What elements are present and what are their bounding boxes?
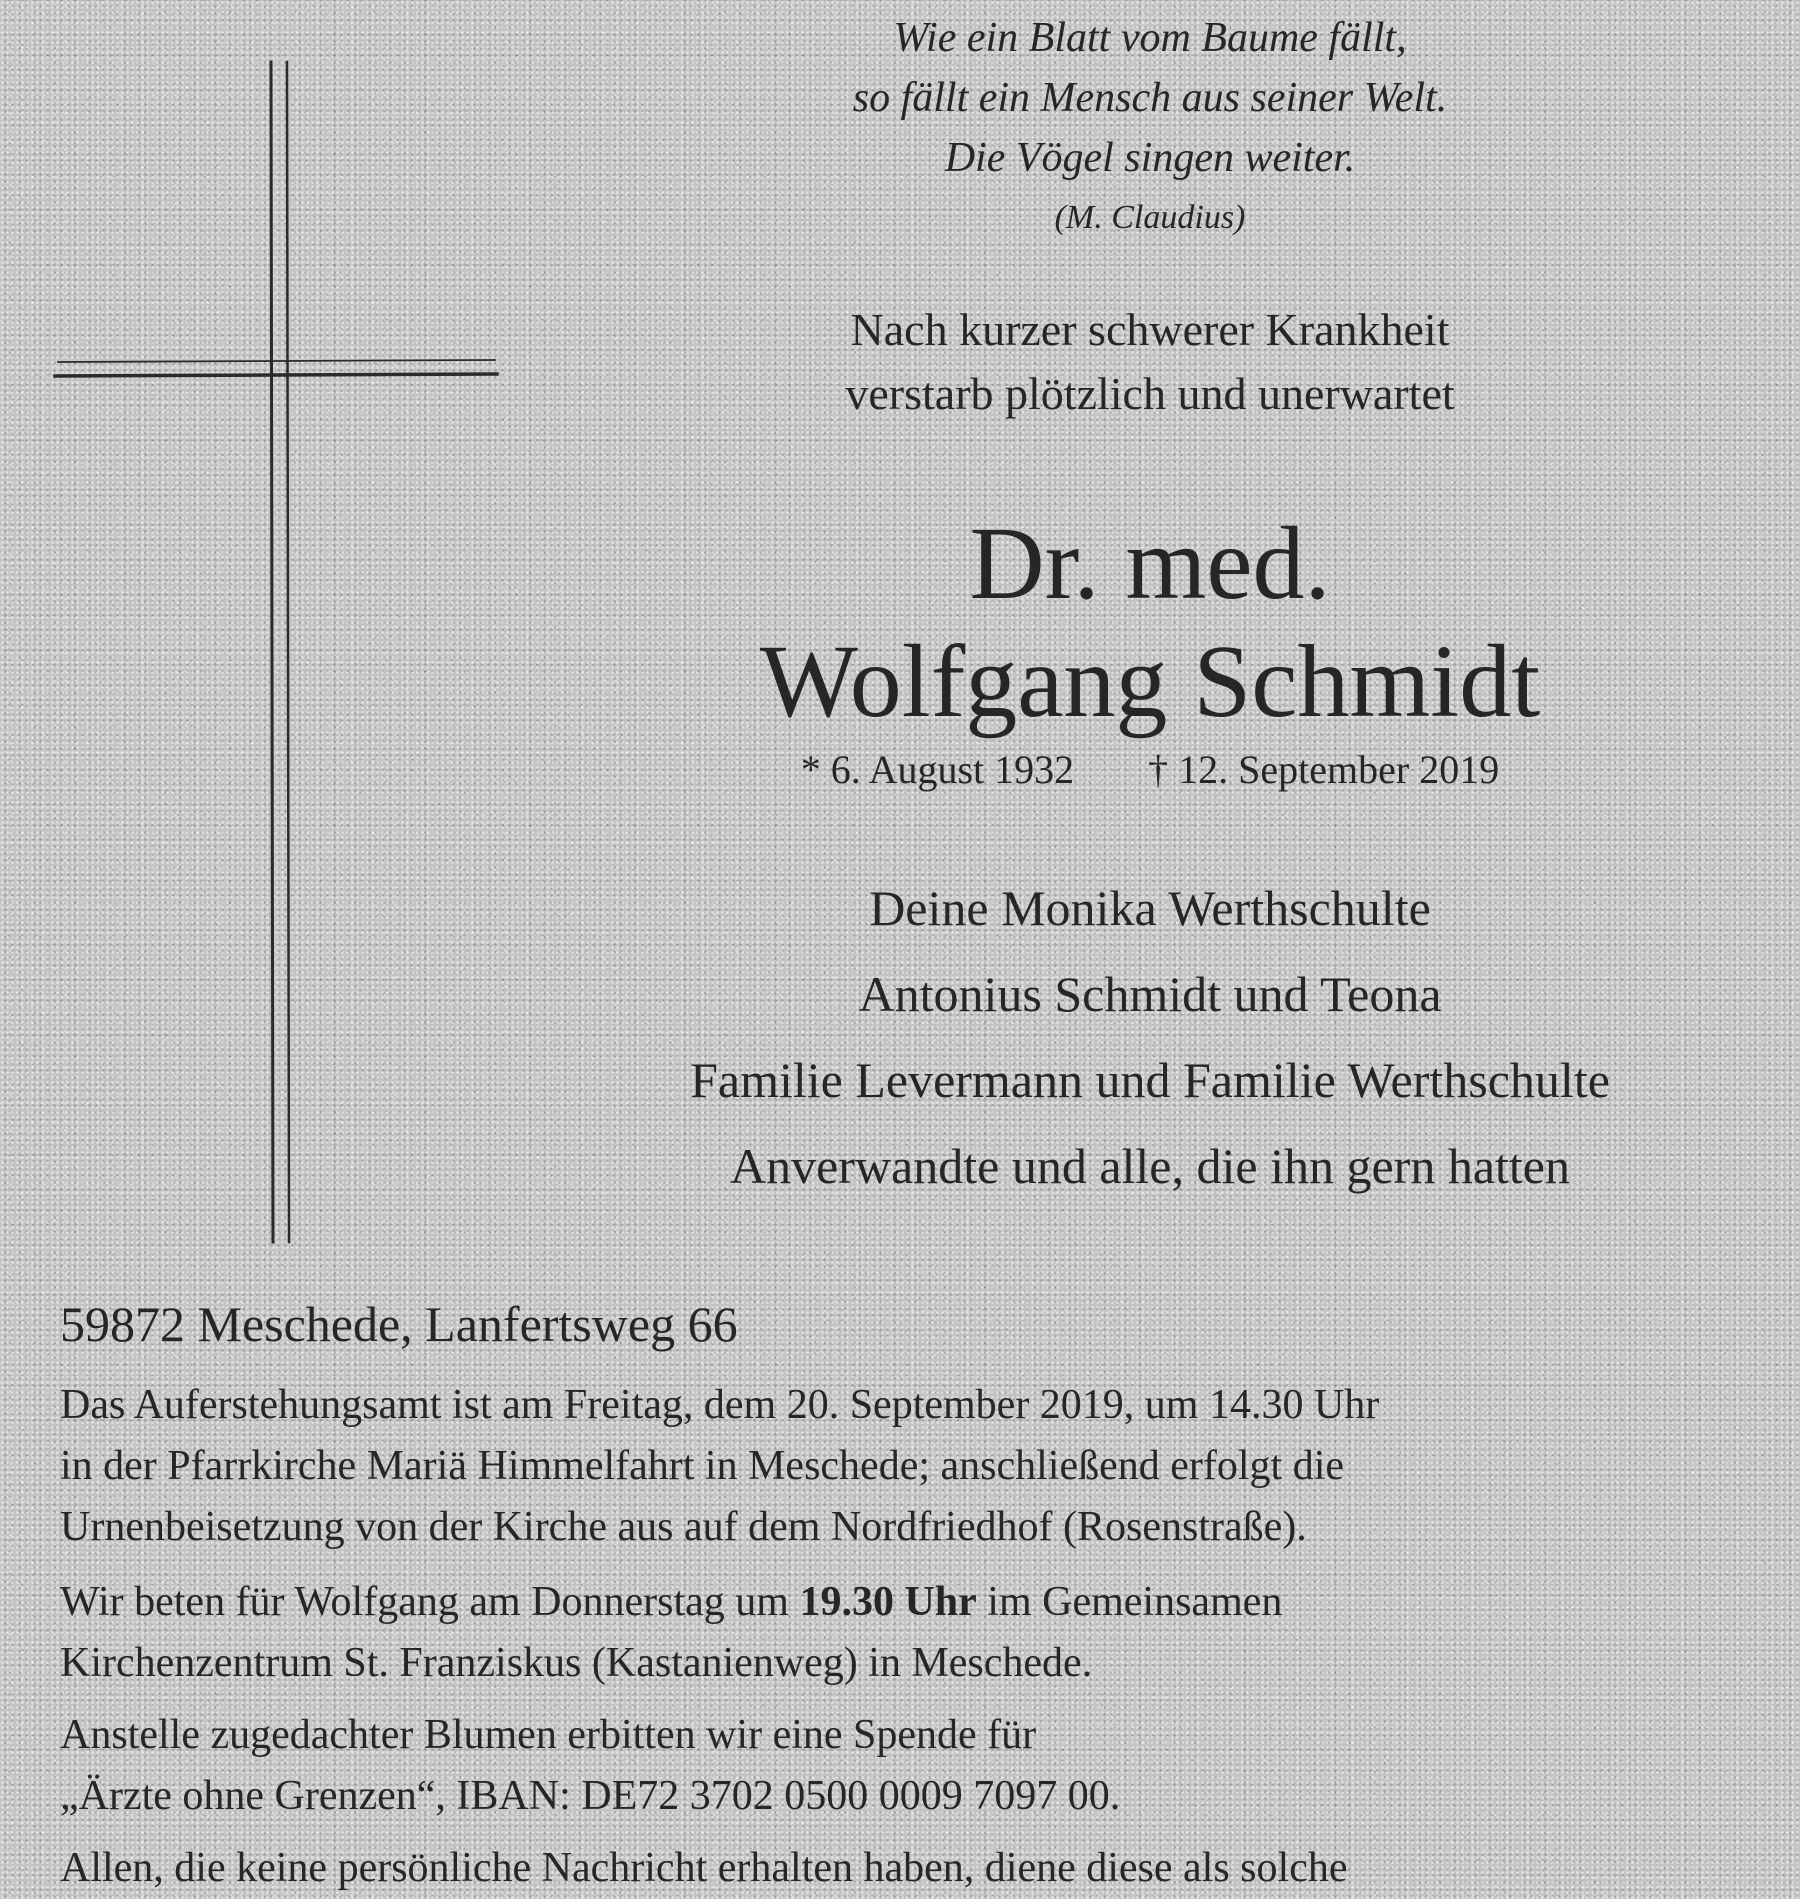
deceased-title: Dr. med. <box>969 506 1331 621</box>
cross-icon <box>0 0 520 1260</box>
poem-line: so fällt ein Mensch aus seiner Welt. <box>852 75 1448 121</box>
mourner-line: Antonius Schmidt und Teona <box>858 966 1442 1022</box>
deceased-name: Wolfgang Schmidt <box>759 624 1541 739</box>
address: 59872 Meschede, Lanfertsweg 66 <box>60 1296 738 1352</box>
mourners-list <box>520 865 1780 1209</box>
service-line: in der Pfarrkirche Mariä Himmelfahrt in Meschede; anschließend erfolgt die <box>60 1443 1345 1489</box>
intro-text <box>700 298 1600 426</box>
death-date: † 12. September 2019 <box>1148 747 1500 792</box>
prayer-info <box>60 1572 1770 1694</box>
donation-line: „Ärzte ohne Grenzen“, IBAN: DE72 3702 0500 0009 7097 00. <box>60 1773 1121 1819</box>
service-info <box>60 1375 1770 1558</box>
life-dates <box>700 742 1600 798</box>
poem-author: (M. Claudius) <box>1054 199 1246 236</box>
poem <box>700 8 1600 248</box>
prayer-line: Kirchenzentrum St. Franziskus (Kastanienweg) in Meschede. <box>60 1640 1093 1686</box>
birth-date: * 6. August 1932 <box>800 747 1075 792</box>
service-line: Urnenbeisetzung von der Kirche aus auf dem Nordfriedhof (Rosenstraße). <box>60 1504 1307 1550</box>
donation-info <box>60 1705 1770 1827</box>
prayer-text: im Gemeinsamen <box>976 1579 1283 1625</box>
intro-line: Nach kurzer schwerer Krankheit <box>850 304 1450 355</box>
mourner-line: Anverwandte und alle, die ihn gern hatten <box>730 1138 1570 1194</box>
prayer-text: Wir beten für Wolfgang am Donnerstag um <box>60 1579 800 1625</box>
closing-text: Allen, die keine persönliche Nachricht erhalten haben, diene diese als solche <box>60 1845 1348 1891</box>
poem-line: Die Vögel singen weiter. <box>944 135 1356 181</box>
prayer-time: 19.30 Uhr <box>799 1579 977 1625</box>
poem-line: Wie ein Blatt vom Baume fällt, <box>893 15 1407 61</box>
mourner-line: Deine Monika Werthschulte <box>869 880 1431 936</box>
prayer-line <box>60 1572 1770 1633</box>
mourner-line: Familie Levermann und Familie Werthschulte <box>690 1052 1610 1108</box>
donation-line: Anstelle zugedachter Blumen erbitten wir eine Spende für <box>60 1712 1037 1758</box>
intro-line: verstarb plötzlich und unerwartet <box>845 368 1455 419</box>
service-line: Das Auferstehungsamt ist am Freitag, dem 20. September 2019, um 14.30 Uhr <box>60 1382 1380 1428</box>
deceased-name-block <box>680 505 1620 741</box>
